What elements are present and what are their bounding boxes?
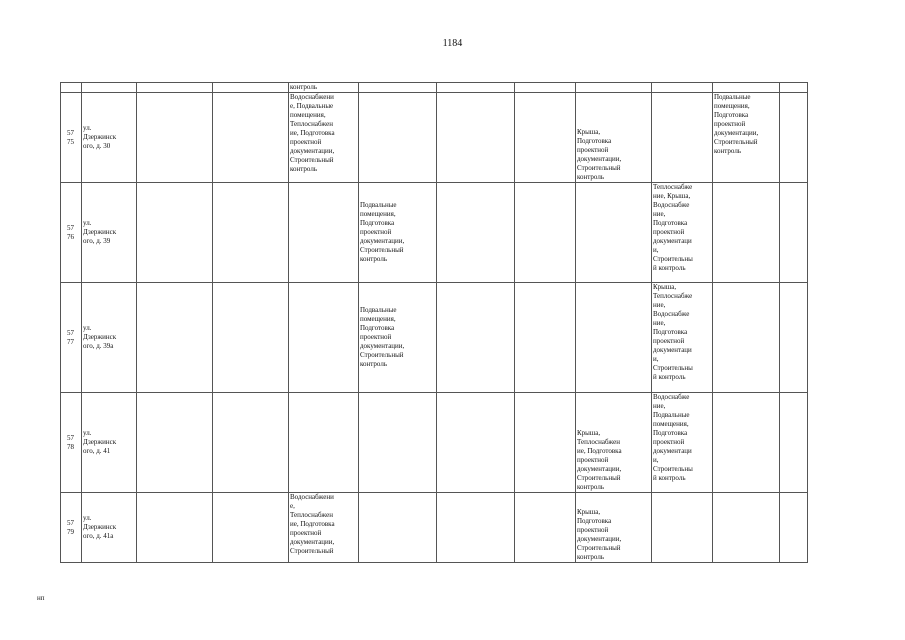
empty-cell [213, 183, 289, 283]
empty-cell [213, 283, 289, 393]
works-cell [289, 183, 359, 283]
empty-cell [137, 93, 213, 183]
address-cell: ул. Дзержинск ого, д. 41а [82, 493, 137, 563]
empty-cell [780, 493, 808, 563]
row-number: 57 76 [61, 183, 82, 283]
address-cell: ул. Дзержинск ого, д. 41 [82, 393, 137, 493]
works-cell: Подвальные помещения, Подготовка проектной документации, Строительный контроль [359, 183, 437, 283]
empty-cell [515, 493, 576, 563]
works-cell [359, 93, 437, 183]
address-cell: ул. Дзержинск ого, д. 39 [82, 183, 137, 283]
works-cell [652, 93, 713, 183]
empty-cell [213, 93, 289, 183]
empty-cell [137, 283, 213, 393]
empty-cell [515, 183, 576, 283]
works-cell [576, 183, 652, 283]
empty-cell [780, 93, 808, 183]
empty-cell [137, 183, 213, 283]
empty-cell [213, 393, 289, 493]
works-cell [652, 493, 713, 563]
works-cell [576, 283, 652, 393]
table-row-fragment [61, 83, 808, 93]
works-cell [713, 393, 780, 493]
row-number: 57 77 [61, 283, 82, 393]
table-row [61, 183, 808, 283]
footer-mark: нп [37, 594, 45, 602]
address-cell: ул. Дзержинск ого, д. 39а [82, 283, 137, 393]
row-number: 57 75 [61, 93, 82, 183]
empty-cell [437, 93, 515, 183]
works-cell: Крыша, Теплоснабжен ие, Подготовка проектной документации, Строительный контроль [576, 393, 652, 493]
table-row [61, 283, 808, 393]
works-cell: Водоснабже ние, Подвальные помещения, Подготовка проектной документаци и, Строительны й контроль [652, 393, 713, 493]
works-cell [289, 283, 359, 393]
works-table [60, 82, 808, 563]
works-cell [289, 393, 359, 493]
row-number: 57 78 [61, 393, 82, 493]
works-cell: Крыша, Подготовка проектной документации, Строительный контроль [576, 493, 652, 563]
works-cell [713, 283, 780, 393]
empty-cell [780, 393, 808, 493]
table-row [61, 93, 808, 183]
empty-cell [137, 493, 213, 563]
empty-cell [437, 493, 515, 563]
works-cell [359, 493, 437, 563]
empty-cell [137, 393, 213, 493]
works-cell: Теплоснабже ние, Крыша, Водоснабже ние, Подготовка проектной документаци и, Строительны й контроль [652, 183, 713, 283]
empty-cell [515, 283, 576, 393]
empty-cell [213, 493, 289, 563]
row-number: 57 79 [61, 493, 82, 563]
works-cell: Крыша, Теплоснабже ние, Водоснабже ние, Подготовка проектной документаци и, Строительны й контроль [652, 283, 713, 393]
empty-cell [780, 183, 808, 283]
empty-cell [437, 283, 515, 393]
empty-cell [437, 393, 515, 493]
address-cell: ул. Дзержинск ого, д. 30 [82, 93, 137, 183]
works-cell [359, 393, 437, 493]
works-cell [713, 493, 780, 563]
table-row [61, 493, 808, 563]
works-cell: Крыша, Подготовка проектной документации, Строительный контроль [576, 93, 652, 183]
empty-cell [437, 183, 515, 283]
empty-cell [515, 393, 576, 493]
works-cell [713, 183, 780, 283]
page-number: 1184 [442, 38, 463, 49]
empty-cell [780, 283, 808, 393]
table-row [61, 393, 808, 493]
works-cell: Водоснабжени е, Подвальные помещения, Теплоснабжен ие, Подготовка проектной документации, Строительный контроль [289, 93, 359, 183]
works-cell: Подвальные помещения, Подготовка проектной документации, Строительный контроль [713, 93, 780, 183]
works-cell: Водоснабжени е, Теплоснабжен ие, Подготовка проектной документации, Строительный [289, 493, 359, 563]
fragment-cell: контроль [289, 83, 359, 93]
empty-cell [515, 93, 576, 183]
works-cell: Подвальные помещения, Подготовка проектной документации, Строительный контроль [359, 283, 437, 393]
